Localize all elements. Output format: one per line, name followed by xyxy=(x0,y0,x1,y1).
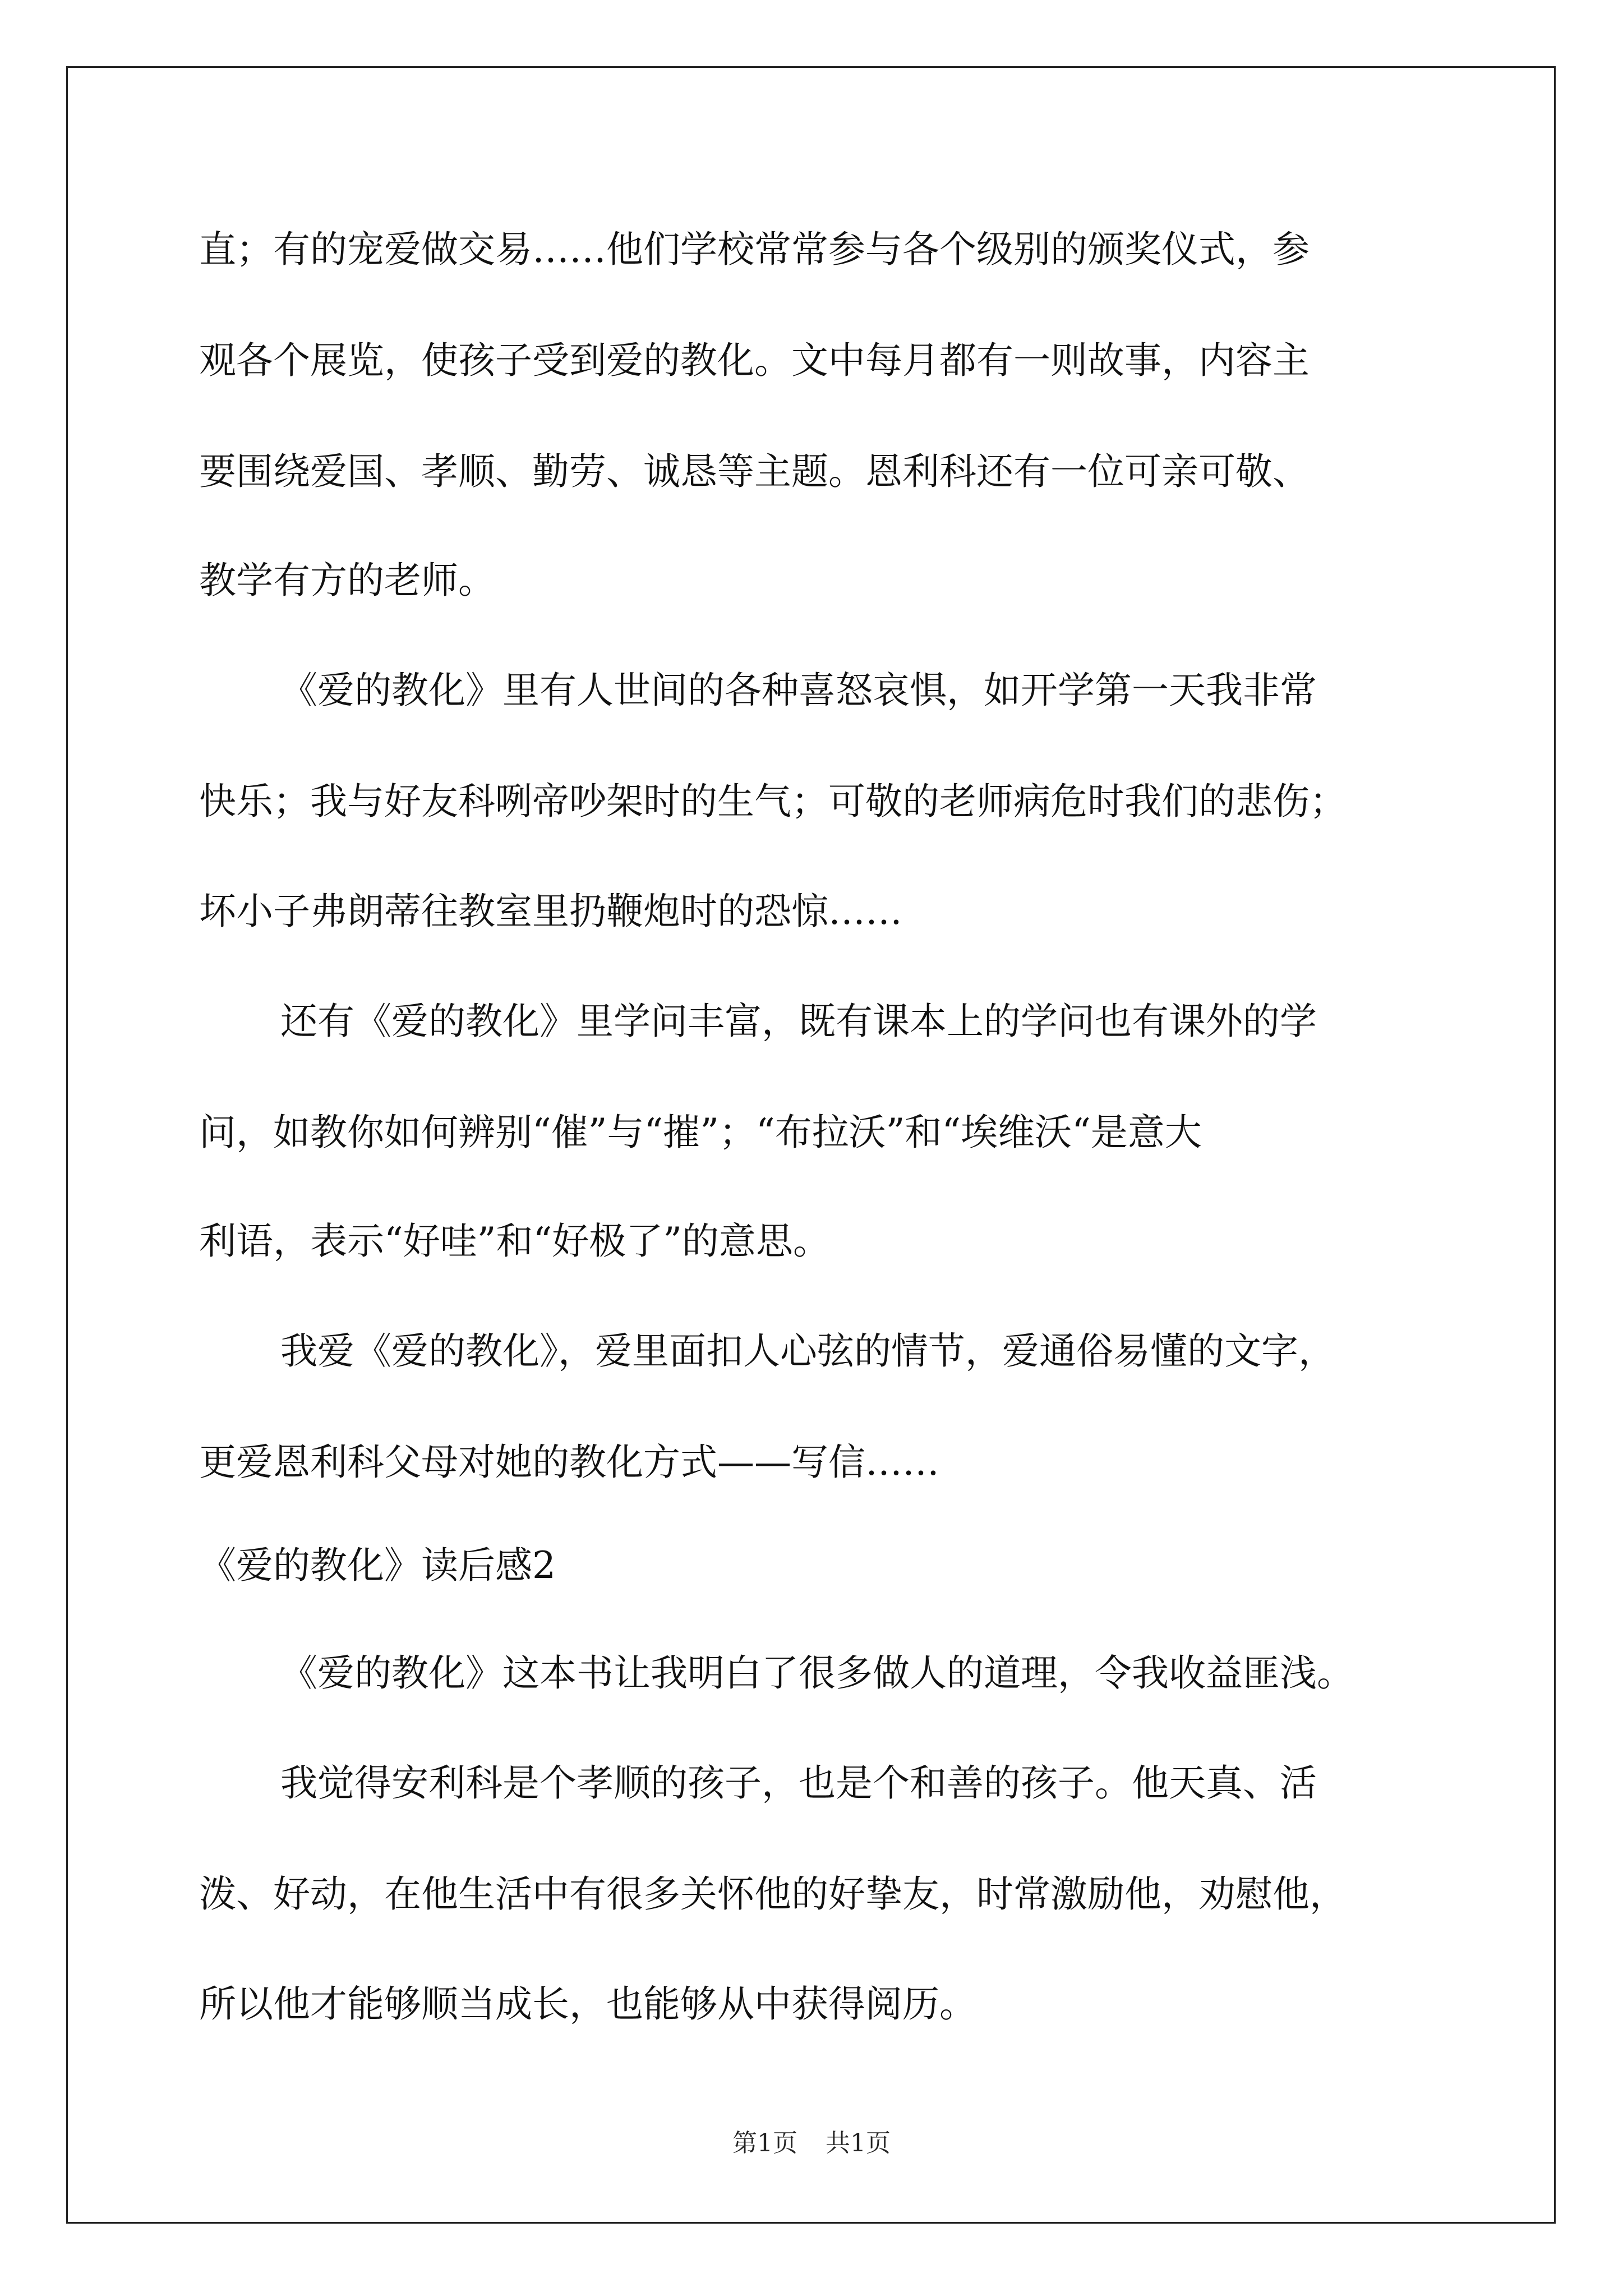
paragraph-3-line-3: 利语，表示“好哇”和“好极了”的意思。 xyxy=(199,1220,830,1263)
paragraph-1-line-3: 要围绕爱国、孝顺、勤劳、诚恳等主题。恩利科还有一位可亲可敬、 xyxy=(199,450,1310,493)
paragraph-1-line-1: 直；有的宠爱做交易……他们学校常常参与各个级别的颁奖仪式，参 xyxy=(199,228,1310,271)
page-total: 共1页 xyxy=(826,2129,891,2157)
paragraph-6-line-2: 泼、好动，在他生活中有很多关怀他的好挚友，时常激励他，劝慰他， xyxy=(199,1872,1347,1916)
paragraph-4-line-2: 更爱恩利科父母对她的教化方式——写信…… xyxy=(199,1441,939,1484)
paragraph-3-line-1: 还有《爱的教化》里学问丰富，既有课本上的学问也有课外的学 xyxy=(280,1000,1317,1043)
page-number: 第1页 xyxy=(732,2129,797,2157)
paragraph-6-line-3: 所以他才能够顺当成长，也能够从中获得阅历。 xyxy=(199,1982,976,2026)
section-heading: 《爱的教化》读后感2 xyxy=(199,1544,556,1587)
paragraph-2-line-2: 快乐；我与好友科咧帝吵架时的生气；可敬的老师病危时我们的悲伤； xyxy=(199,780,1347,823)
paragraph-2-line-1: 《爱的教化》里有人世间的各种喜怒哀惧，如开学第一天我非常 xyxy=(280,669,1317,712)
page-footer xyxy=(0,2131,1623,2156)
paragraph-1-line-2: 观各个展览，使孩子受到爱的教化。文中每月都有一则故事，内容主 xyxy=(199,339,1310,382)
paragraph-6-line-1: 我觉得安利科是个孝顺的孩子，也是个和善的孩子。他天真、活 xyxy=(280,1761,1317,1805)
paragraph-5-line-1: 《爱的教化》这本书让我明白了很多做人的道理，令我收益匪浅。 xyxy=(280,1651,1354,1695)
paragraph-1-line-4: 教学有方的老师。 xyxy=(199,559,495,602)
paragraph-4-line-1: 我爱《爱的教化》，爱里面扣人心弦的情节，爱通俗易懂的文字， xyxy=(280,1329,1335,1373)
paragraph-3-line-2: 问，如教你如何辨别“催”与“摧”；“布拉沃”和“埃维沃“是意大 xyxy=(199,1111,1202,1154)
paragraph-2-line-3: 坏小子弗朗蒂往教室里扔鞭炮时的恐惊…… xyxy=(199,890,902,933)
